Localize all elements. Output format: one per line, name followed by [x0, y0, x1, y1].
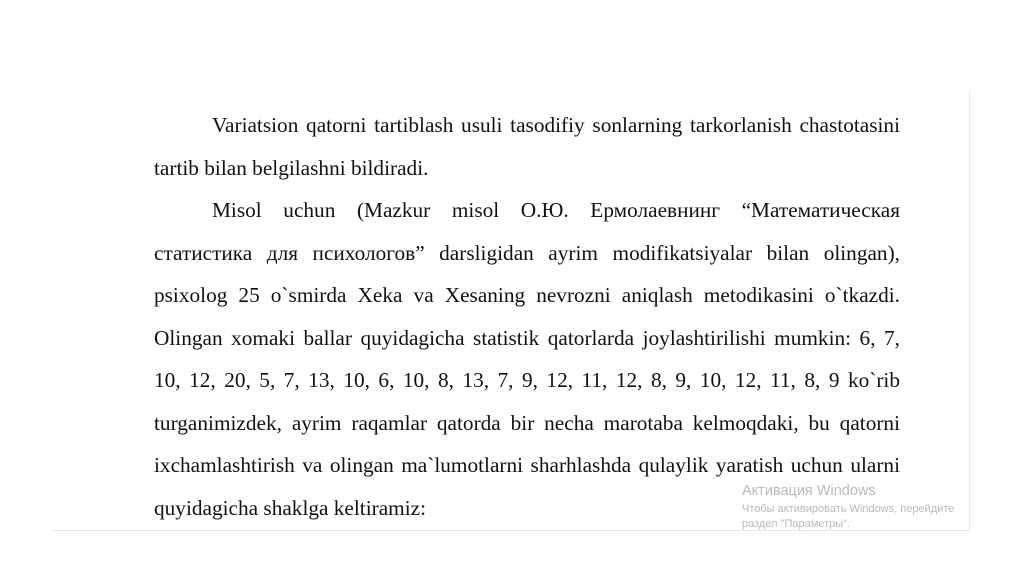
page-edge-right: [969, 90, 970, 530]
windows-activation-watermark: [742, 480, 954, 532]
document-body: [154, 104, 900, 529]
watermark-title: Активация Windows: [742, 483, 876, 499]
paragraph-example: Misol uchun (Mazkur misol O.Ю. Ермолаевнинг “Математическая статистика для психологов” darsligidan ayrim modifikatsiyalar bilan olingan), psixolog 25 o`smirda Xeka va Xesaning nevrozni aniqlash metodikasini o`tkazdi. Olingan xomaki ballar quyidagicha statistik qatorlarda joylashtirilishi mumkin: 6, 7, 10, 12, 20, 5, 7, 13, 10, 6, 10, 8, 13, 7, 9, 12, 11, 12, 8, 9, 10, 12, 11, 8, 9 ko`rib turganimizdek, ayrim raqamlar qatorda bir necha marotaba kelmoqdaki, bu qatorni ixchamlashtirish va olingan ma`lumotlarni sharhlashda qulaylik yaratish uchun ularni quyidagicha shaklga keltiramiz:: [154, 198, 900, 520]
paragraph-definition: Variatsion qatorni tartiblash usuli tasodifiy sonlarning tarkorlanish chastotasini tartib bilan belgilashni bildiradi.: [154, 113, 900, 180]
watermark-line-1: Чтобы активировать Windows, перейдите: [742, 503, 955, 515]
watermark-line-2: раздел "Параметры".: [742, 518, 851, 530]
